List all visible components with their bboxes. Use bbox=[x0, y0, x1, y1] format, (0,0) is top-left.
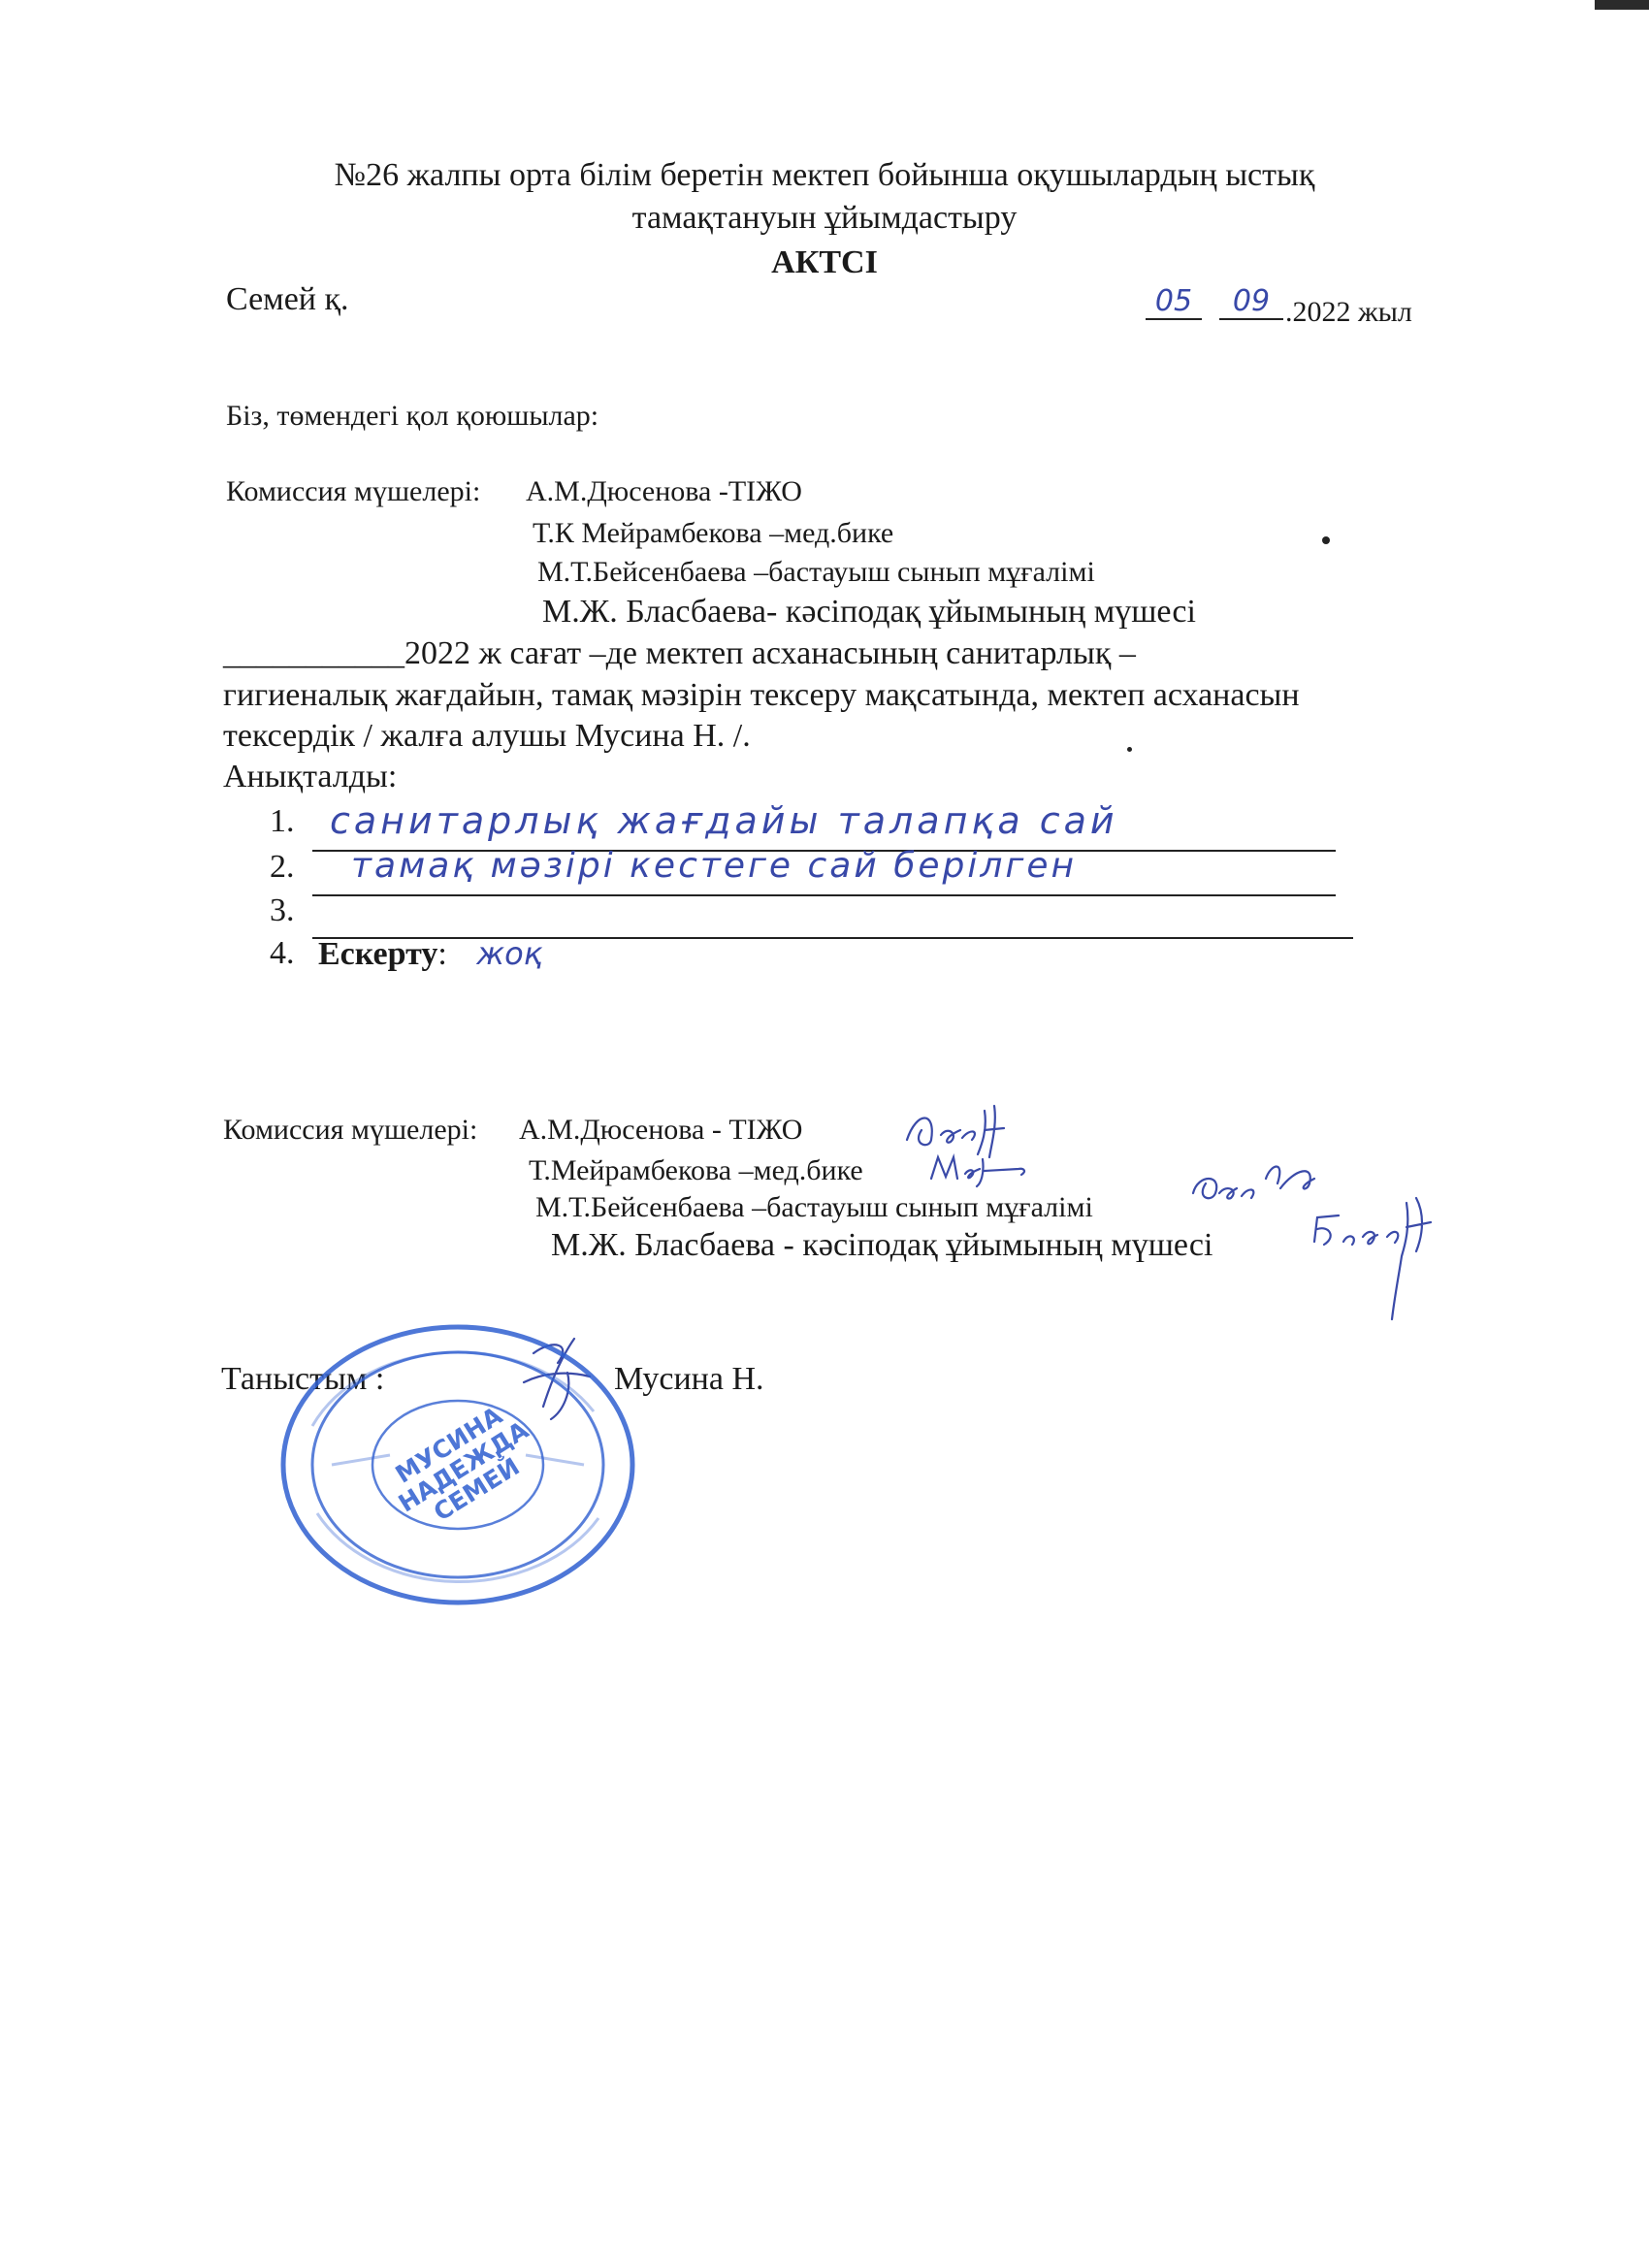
scan-edge-mark bbox=[1595, 0, 1649, 10]
signature-blasbaeva bbox=[1310, 1198, 1484, 1324]
date-year: .2022 жыл bbox=[1285, 296, 1412, 328]
finding-1-number: 1. bbox=[270, 803, 295, 839]
note-row bbox=[318, 935, 542, 973]
finding-2-line bbox=[312, 846, 1336, 896]
member-top-2: Т.К Мейрамбекова –мед.бике bbox=[533, 517, 894, 549]
body-line-2: гигиеналық жағдайын, тамақ мәзірін тексеру мақсатында, мектеп асханасын bbox=[223, 677, 1300, 713]
scan-dot bbox=[1322, 536, 1330, 544]
member-top-4: М.Ж. Бласбаева- кәсіподақ ұйымының мүшесі bbox=[542, 594, 1196, 630]
date-month: 09 bbox=[1219, 284, 1283, 320]
time-blank: ___________ bbox=[223, 635, 404, 671]
signature-meyrambekova bbox=[926, 1150, 1033, 1188]
member-top-1: А.М.Дюсенова -ТІЖО bbox=[526, 475, 802, 507]
member-bottom-1: А.М.Дюсенова - ТІЖО bbox=[519, 1114, 803, 1146]
body-line-1-text: 2022 ж сағат –де мектеп асханасының санитарлық – bbox=[404, 635, 1136, 671]
commission-label-top: Комиссия мүшелері: bbox=[226, 475, 481, 507]
seal-inner-text: МУСИНА НАДЕЖДА СЕМЕЙ bbox=[390, 1401, 534, 1527]
finding-2-handwritten: тамақ мәзірі кестеге сай берілген bbox=[351, 846, 1078, 886]
intro-text: Біз, төмендегі қол қоюшылар: bbox=[226, 400, 599, 432]
body-line-3: тексердік / жалға алушы Мусина Н. /. bbox=[223, 718, 751, 754]
body-line-1 bbox=[223, 635, 1136, 672]
commission-label-bottom: Комиссия мүшелері: bbox=[223, 1114, 478, 1146]
round-seal-stamp bbox=[274, 1319, 642, 1610]
acquainted-label: Таныстым : bbox=[221, 1361, 385, 1397]
member-bottom-2: Т.Мейрамбекова –мед.бике bbox=[529, 1154, 863, 1186]
doc-title-line1: №26 жалпы орта білім беретін мектеп бойынша оқушылардың ыстық bbox=[334, 157, 1315, 193]
note-number: 4. bbox=[270, 935, 295, 971]
member-top-3: М.Т.Бейсенбаева –бастауыш сынып мұғалімі bbox=[537, 556, 1095, 588]
finding-1-line bbox=[312, 799, 1336, 852]
note-label: Ескерту bbox=[318, 936, 438, 972]
member-bottom-4: М.Ж. Бласбаева - кәсіподақ ұйымының мүшесі bbox=[551, 1227, 1213, 1263]
date-day: 05 bbox=[1145, 284, 1203, 320]
finding-2-number: 2. bbox=[270, 849, 295, 885]
city: Семей қ. bbox=[226, 281, 349, 317]
note-colon: : bbox=[437, 936, 447, 972]
finding-1-handwritten: санитарлық жағдайы талапқа сай bbox=[330, 799, 1118, 842]
doc-title-act: АКТСІ bbox=[771, 244, 878, 280]
note-handwritten: жоқ bbox=[476, 935, 543, 972]
acquainted-name: Мусина Н. bbox=[614, 1361, 764, 1397]
scan-dot-2 bbox=[1127, 747, 1132, 752]
doc-title-line2: тамақтануын ұйымдастыру bbox=[631, 200, 1018, 236]
findings-label: Анықталды: bbox=[223, 759, 398, 794]
finding-3-number: 3. bbox=[270, 892, 295, 928]
member-bottom-3: М.Т.Бейсенбаева –бастауыш сынып мұғалімі bbox=[535, 1191, 1093, 1223]
finding-3-line bbox=[312, 891, 1353, 939]
